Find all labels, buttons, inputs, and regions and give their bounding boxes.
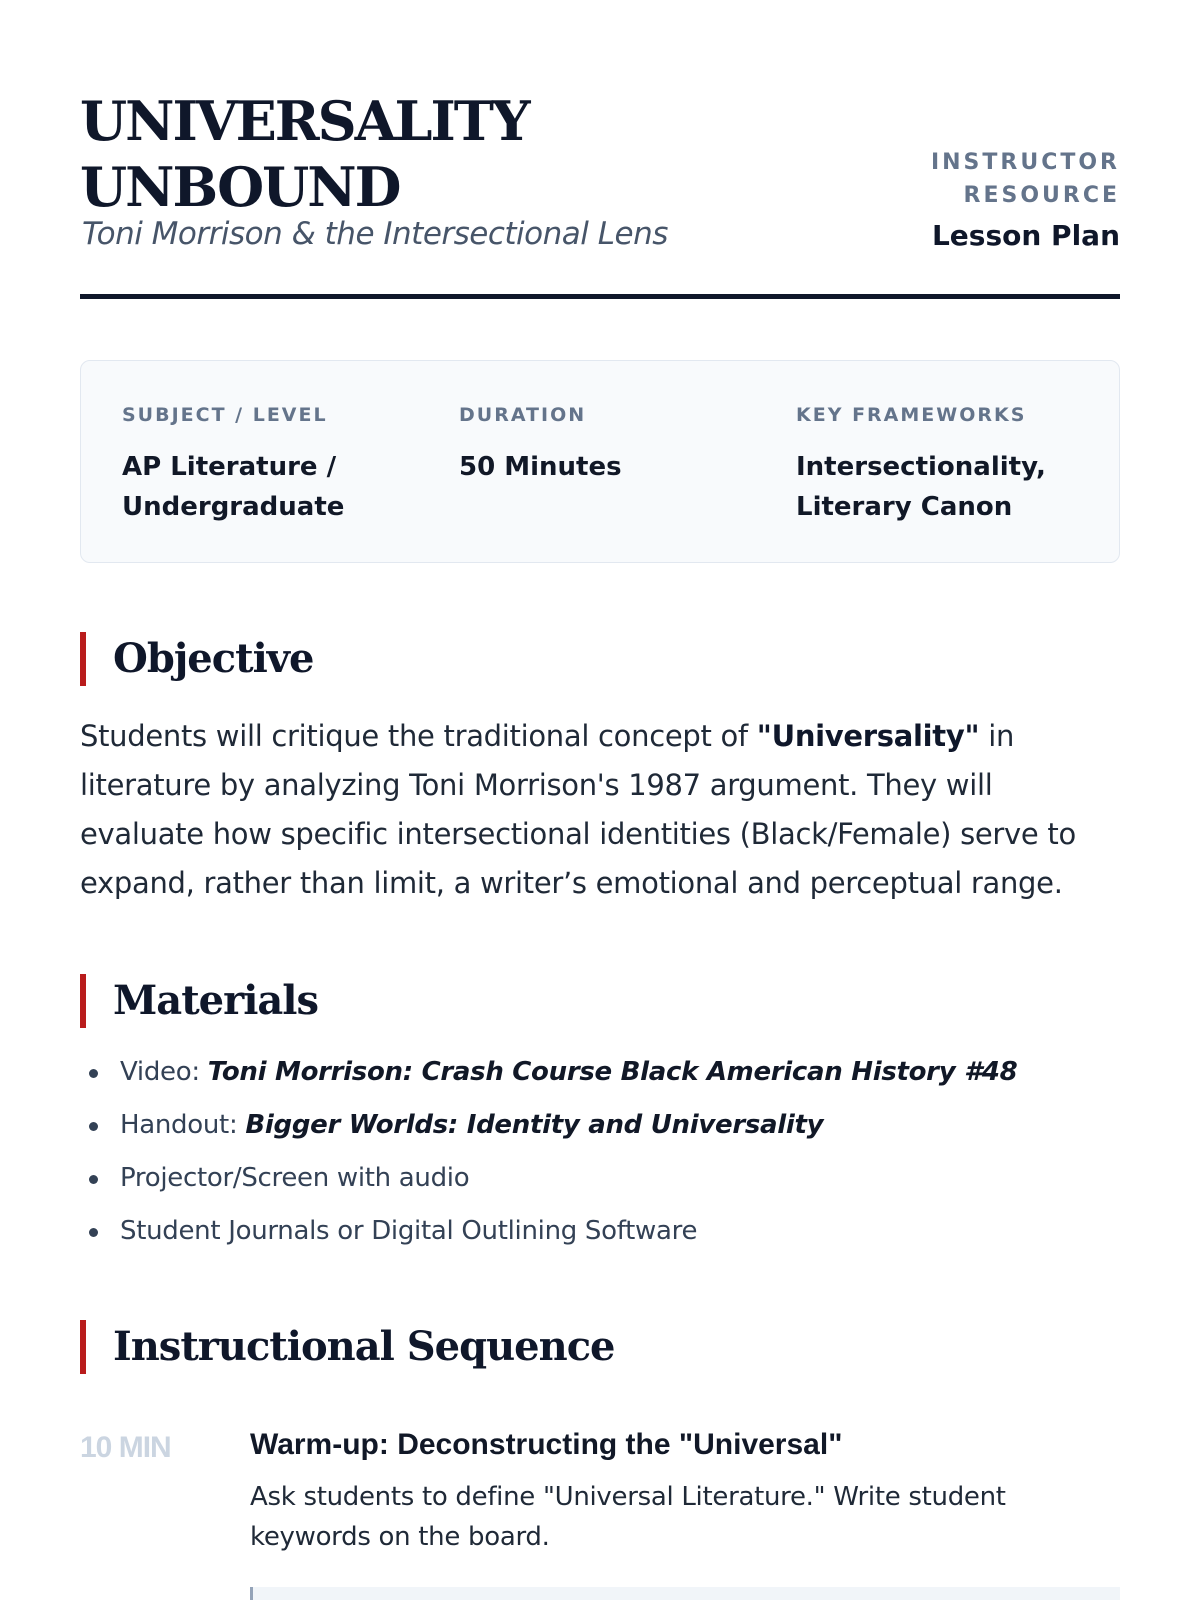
materials-list (80, 1046, 1120, 1258)
page-subtitle: Toni Morrison & the Intersectional Lens (82, 216, 668, 252)
objective-text-after: in literature by analyzing Toni Morrison's 1987 argument. They will evaluate how specific intersectional identities (Black/Female) serve to expand, rather than limit, a writer’s emotional and perceptual range. (80, 719, 1076, 900)
objective-text-bold: "Universality" (756, 719, 980, 753)
bullet-icon (89, 1175, 98, 1184)
header-divider (80, 294, 1120, 299)
step-duration: 10 MIN (80, 1431, 171, 1464)
resource-tag (860, 146, 1120, 258)
list-item (80, 1152, 1120, 1205)
info-frameworks (796, 401, 1096, 527)
material-prefix: Student Journals or Digital Outlining Software (120, 1216, 698, 1246)
objective-text (80, 712, 1120, 908)
objective-text-before: Students will critique the traditional concept of (80, 719, 757, 753)
bullet-icon (89, 1228, 98, 1237)
list-item (80, 1046, 1120, 1099)
section-accent-bar (80, 1320, 86, 1374)
section-heading-objective: Objective (113, 635, 314, 682)
resource-label-line-1: INSTRUCTOR (930, 150, 1120, 175)
section-materials (80, 974, 1120, 1028)
section-instructional-sequence (80, 1320, 1120, 1374)
info-duration-label: DURATION (459, 404, 587, 426)
material-prefix: Projector/Screen with audio (120, 1163, 470, 1193)
list-item (80, 1205, 1120, 1258)
material-title: Toni Morrison: Crash Course Black American History #48 (207, 1057, 1018, 1087)
section-accent-bar (80, 632, 86, 686)
section-heading-sequence: Instructional Sequence (113, 1323, 615, 1370)
info-subject-label: SUBJECT / LEVEL (122, 404, 328, 426)
step-title: Warm-up: Deconstructing the "Universal" (250, 1428, 843, 1461)
page-title (80, 88, 720, 220)
title-line-2: UNBOUND (80, 155, 400, 219)
info-duration (459, 401, 759, 487)
material-prefix: Handout: (120, 1110, 246, 1140)
step-description: Ask students to define "Universal Literature." Write student keywords on the board. (250, 1482, 1006, 1552)
title-line-1: UNIVERSALITY (80, 89, 529, 153)
info-subject-value: AP Literature / Undergraduate (122, 452, 345, 522)
material-prefix: Video: (120, 1057, 208, 1087)
info-card (80, 360, 1120, 563)
bullet-icon (89, 1069, 98, 1078)
info-frameworks-value: Intersectionality, Literary Canon (796, 452, 1046, 522)
list-item (80, 1099, 1120, 1152)
step-note-box (250, 1587, 1120, 1600)
resource-label-line-2: RESOURCE (963, 183, 1120, 208)
section-objective (80, 632, 1120, 686)
lesson-plan-page (80, 0, 1120, 1600)
bullet-icon (89, 1122, 98, 1131)
info-frameworks-label: KEY FRAMEWORKS (796, 404, 1027, 426)
info-duration-value: 50 Minutes (459, 452, 622, 482)
header (80, 80, 1120, 295)
section-heading-materials: Materials (113, 977, 319, 1024)
resource-type: Lesson Plan (931, 219, 1120, 252)
info-subject (122, 401, 422, 527)
step-body (250, 1425, 1120, 1557)
section-accent-bar (80, 974, 86, 1028)
material-title: Bigger Worlds: Identity and Universality (245, 1110, 824, 1140)
